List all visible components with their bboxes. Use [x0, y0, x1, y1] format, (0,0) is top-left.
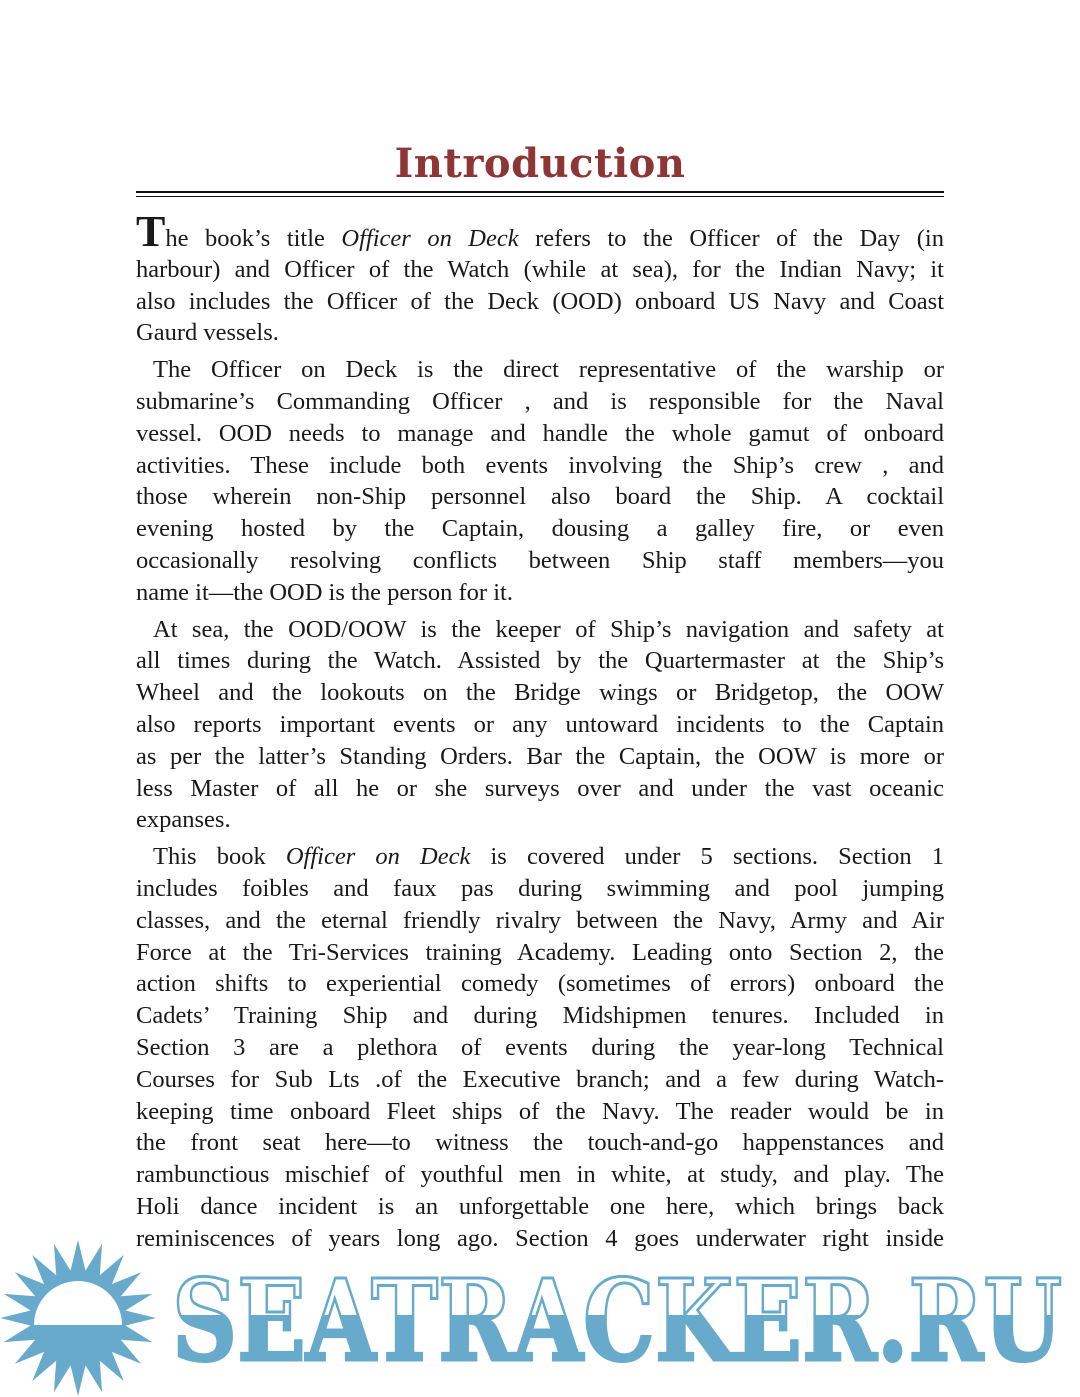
- text-span: also reports important events or any untoward incidents to the Captain: [136, 710, 944, 738]
- text-line: [136, 577, 944, 609]
- text-line: [136, 1127, 944, 1159]
- text-span: expanses.: [136, 806, 231, 834]
- text-span: is covered under 5 sections. Section 1: [470, 843, 945, 871]
- text-span: includes foibles and faux pas during swimming and pool jumping: [136, 874, 944, 902]
- text-span: all times during the Watch. Assisted by the Quartermaster at the Ship’s: [136, 647, 944, 675]
- text-line: [136, 1000, 944, 1032]
- text-line: [136, 841, 944, 873]
- text-line: [136, 207, 944, 256]
- paragraph: [136, 614, 944, 837]
- page-title: Introduction: [394, 140, 686, 187]
- paragraph: [136, 354, 944, 608]
- text-line: [136, 317, 944, 349]
- text-span: submarine’s Commanding Officer , and is responsible for the Naval: [136, 387, 944, 415]
- text-line: [136, 804, 944, 836]
- text-span: Force at the Tri-Services training Academy. Leading onto Section 2, the: [136, 938, 944, 966]
- text-span: rambunctious mischief of youthful men in white, at study, and play. The: [136, 1161, 944, 1189]
- text-line: [136, 418, 944, 450]
- text-line: [136, 1096, 944, 1128]
- text-span: the front seat here—to witness the touch-and-go happenstances and: [136, 1129, 944, 1157]
- paragraph: [136, 841, 944, 1254]
- text-line: [136, 386, 944, 418]
- watermark: [0, 1238, 1080, 1397]
- text-span: vessel. OOD needs to manage and handle the whole gamut of onboard: [136, 419, 944, 447]
- text-span: keeping time onboard Fleet ships of the Navy. The reader would be in: [136, 1097, 944, 1125]
- text-line: [136, 513, 944, 545]
- text-span: he book’s title: [165, 225, 342, 252]
- text-line: [136, 905, 944, 937]
- text-line: [136, 1159, 944, 1191]
- text-span: reminiscences of years long ago. Section 4 goes underwater right inside: [136, 1224, 944, 1252]
- text-span: those wherein non-Ship personnel also board the Ship. A cocktail: [136, 483, 944, 511]
- text-span: The Officer on Deck is the direct representative of the warship or: [153, 356, 944, 384]
- title-rule-thin: [136, 196, 944, 197]
- text-line: [136, 1032, 944, 1064]
- text-line: [136, 450, 944, 482]
- text-line: [136, 968, 944, 1000]
- watermark-text: SEATRACKER.RU: [172, 1256, 1062, 1387]
- text-span: evening hosted by the Captain, dousing a galley fire, or even: [136, 515, 944, 543]
- text-line: [136, 677, 944, 709]
- text-line: [136, 254, 944, 286]
- paragraph: [136, 207, 944, 349]
- text-span: refers to the Officer of the Day (in: [518, 225, 944, 252]
- text-line: [136, 286, 944, 318]
- text-span: Cadets’ Training Ship and during Midshipmen tenures. Included in: [136, 1002, 944, 1030]
- text-line: [136, 937, 944, 969]
- text-span: This book: [153, 843, 286, 871]
- sun-icon: [0, 1240, 156, 1396]
- text-span: also includes the Officer of the Deck (OOD) onboard US Navy and Coast: [136, 287, 944, 315]
- body-text: [136, 207, 945, 1260]
- text-span: Section 3 are a plethora of events during the year-long Technical: [136, 1033, 944, 1061]
- text-span: Holi dance incident is an unforgettable one here, which brings back: [136, 1192, 944, 1220]
- text-line: [136, 354, 944, 386]
- text-span: action shifts to experiential comedy (sometimes of errors) onboard the: [136, 970, 944, 998]
- text-line: [136, 481, 944, 513]
- title-rule: [136, 191, 944, 193]
- text-line: [136, 873, 944, 905]
- italic-title: Officer on Deck: [285, 843, 471, 871]
- text-line: [136, 1191, 944, 1223]
- text-line: [136, 645, 944, 677]
- text-span: name it—the OOD is the person for it.: [136, 578, 513, 606]
- text-line: [136, 1064, 944, 1096]
- text-span: as per the latter’s Standing Orders. Bar the Captain, the OOW is more or: [136, 742, 944, 770]
- text-span: harbour) and Officer of the Watch (while at sea), for the Indian Navy; it: [136, 255, 944, 283]
- text-span: At sea, the OOD/OOW is the keeper of Ship’s navigation and safety at: [153, 615, 944, 643]
- text-line: [136, 741, 944, 773]
- text-line: [136, 709, 944, 741]
- text-span: Wheel and the lookouts on the Bridge wings or Bridgetop, the OOW: [136, 679, 944, 707]
- text-span: Gaurd vessels.: [136, 319, 279, 347]
- text-line: [136, 614, 944, 646]
- text-line: [136, 545, 944, 577]
- text-span: less Master of all he or she surveys over and under the vast oceanic: [136, 774, 944, 802]
- text-span: classes, and the eternal friendly rivalry between the Navy, Army and Air: [136, 906, 944, 934]
- text-span: activities. These include both events involving the Ship’s crew , and: [136, 451, 944, 479]
- drop-cap: T: [136, 207, 166, 256]
- text-span: occasionally resolving conflicts between Ship staff members—you: [136, 546, 944, 574]
- italic-title: Officer on Deck: [341, 225, 519, 252]
- text-span: Courses for Sub Lts .of the Executive branch; and a few during Watch-: [136, 1065, 944, 1093]
- text-line: [136, 773, 944, 805]
